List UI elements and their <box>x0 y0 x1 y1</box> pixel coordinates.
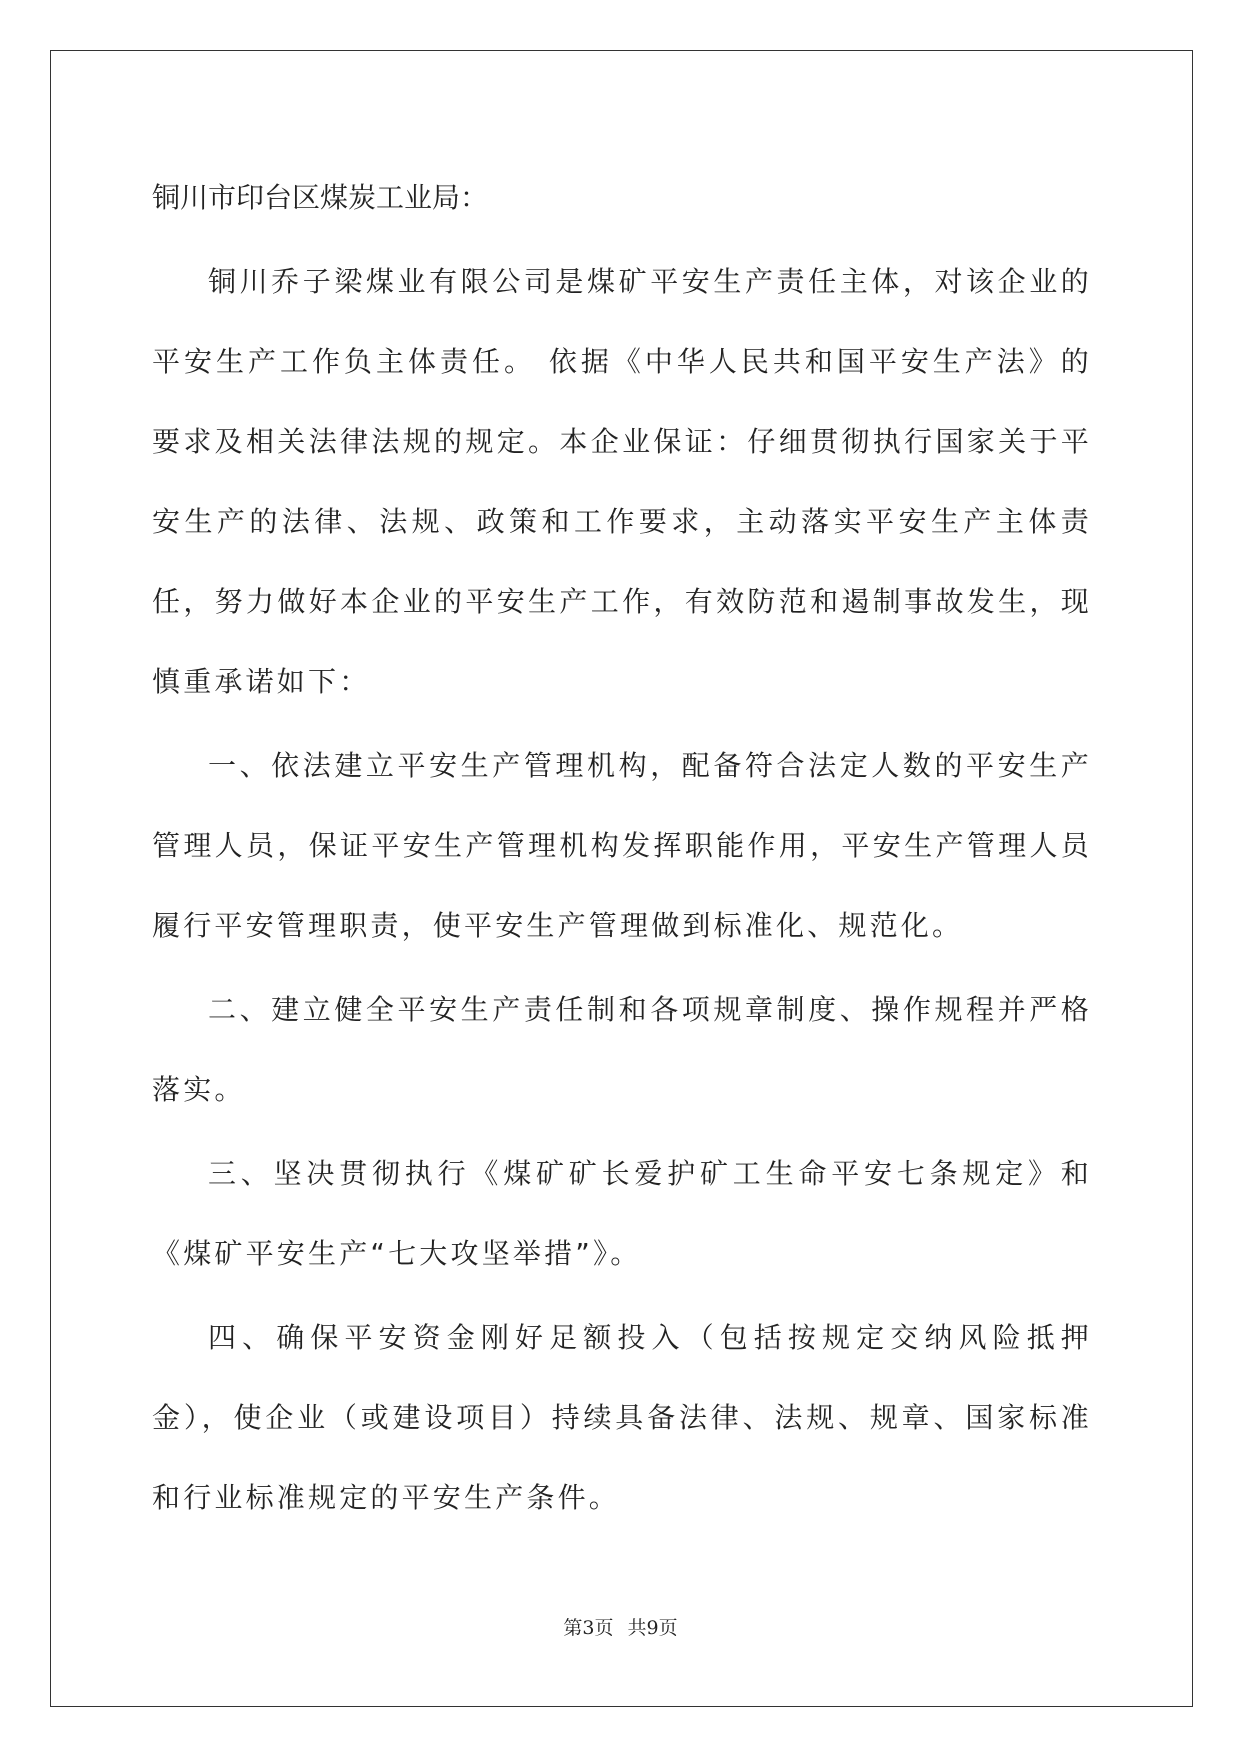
paragraph-intro: 铜川乔子梁煤业有限公司是煤矿平安生产责任主体，对该企业的平安生产工作负主体责任。 依据《中华人民共和国平安生产法》的要求及相关法律法规的规定。本企业保证：仔细贯彻执行国家关于平安生产的法律、法规、政策和工作要求，主动落实平安生产主体责任，努力做好本企业的平安生产工作，有效防范和遏制事故发生，现慎重承诺如下： <box>152 265 1092 698</box>
paragraph-item-1: 一、依法建立平安生产管理机构，配备符合法定人数的平安生产管理人员，保证平安生产管理机构发挥职能作用，平安生产管理人员履行平安管理职责，使平安生产管理做到标准化、规范化。 <box>152 749 1092 942</box>
paragraph-item-4: 四、确保平安资金刚好足额投入（包括按规定交纳风险抵押金），使企业（或建设项目）持续具备法律、法规、规章、国家标准和行业标准规定的平安生产条件。 <box>152 1321 1092 1514</box>
page-footer <box>0 1613 1241 1640</box>
document-body <box>152 158 1092 1542</box>
paragraph-item-3: 三、坚决贯彻执行《煤矿矿长爱护矿工生命平安七条规定》和《煤矿平安生产“七大攻坚举措”》。 <box>152 1157 1092 1270</box>
salutation: 铜川市印台区煤炭工业局： <box>152 181 489 214</box>
page-total: 共9页 <box>627 1617 678 1639</box>
page-number: 第3页 <box>563 1617 614 1639</box>
paragraph-item-2: 二、建立健全平安生产责任制和各项规章制度、操作规程并严格落实。 <box>152 993 1092 1106</box>
